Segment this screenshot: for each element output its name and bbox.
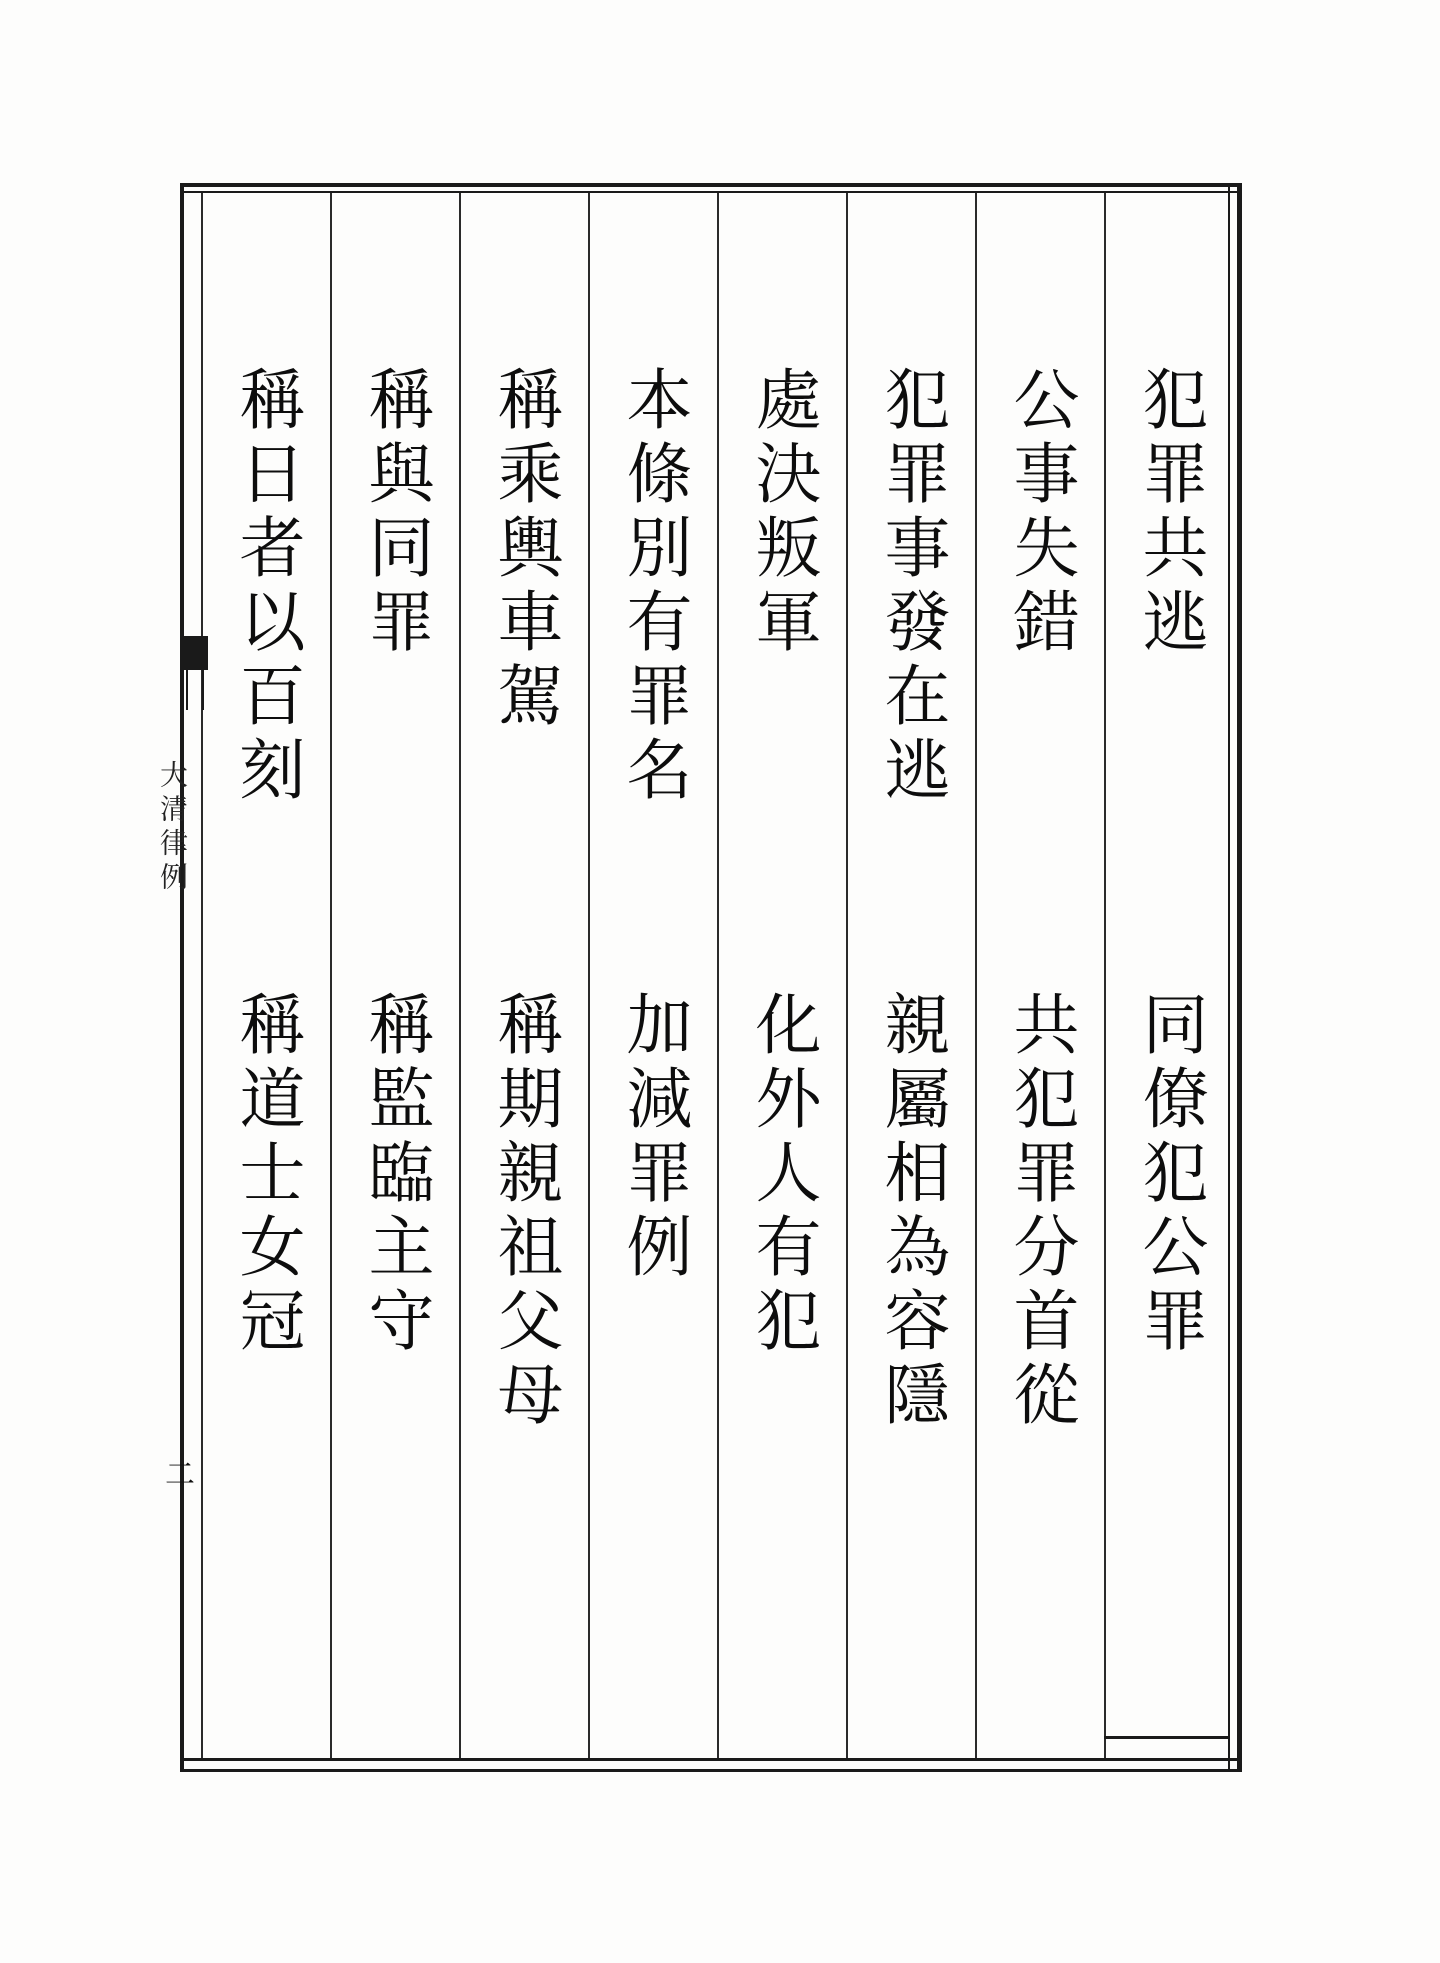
fishtail-tail: [186, 670, 204, 710]
column-rule: [330, 193, 332, 1758]
column-1-upper: 犯罪共逃: [1131, 365, 1208, 661]
column-rule: [846, 193, 848, 1758]
column-rule: [201, 193, 203, 1758]
column-7-upper: 稱與同罪: [357, 365, 434, 661]
column-2-upper: 公事失錯: [1002, 365, 1079, 661]
margin-faded-title: [160, 200, 200, 620]
column-5-lower: 加減罪例: [615, 990, 692, 1286]
margin-book-title: 大清律例: [156, 760, 189, 896]
column-rule: [459, 193, 461, 1758]
margin-page-number: 二: [159, 1458, 194, 1488]
frame-top-border: [180, 183, 1242, 193]
frame-bottom-border: [180, 1758, 1242, 1772]
column-3-lower: 親屬相為容隱: [873, 990, 950, 1434]
frame-right-border: [1228, 183, 1242, 1772]
column-8-upper: 稱日者以百刻: [228, 365, 305, 809]
column-3-upper: 犯罪事發在逃: [873, 365, 950, 809]
column-rule: [975, 193, 977, 1758]
column-8-lower: 稱道士女冠: [228, 990, 305, 1360]
column-1-lower: 同僚犯公罪: [1131, 990, 1208, 1360]
column-2-lower: 共犯罪分首從: [1002, 990, 1079, 1434]
column-4-lower: 化外人有犯: [744, 990, 821, 1360]
column-6-upper: 稱乘輿車駕: [486, 365, 563, 735]
column-6-lower: 稱期親祖父母: [486, 990, 563, 1434]
column-base-rule: [1104, 1736, 1228, 1739]
fishtail-mark: [180, 636, 208, 670]
column-5-upper: 本條別有罪名: [615, 365, 692, 809]
column-4-upper: 處決叛軍: [744, 365, 821, 661]
column-rule: [588, 193, 590, 1758]
column-rule: [1104, 193, 1106, 1758]
column-rule: [717, 193, 719, 1758]
column-7-lower: 稱監臨主守: [357, 990, 434, 1360]
